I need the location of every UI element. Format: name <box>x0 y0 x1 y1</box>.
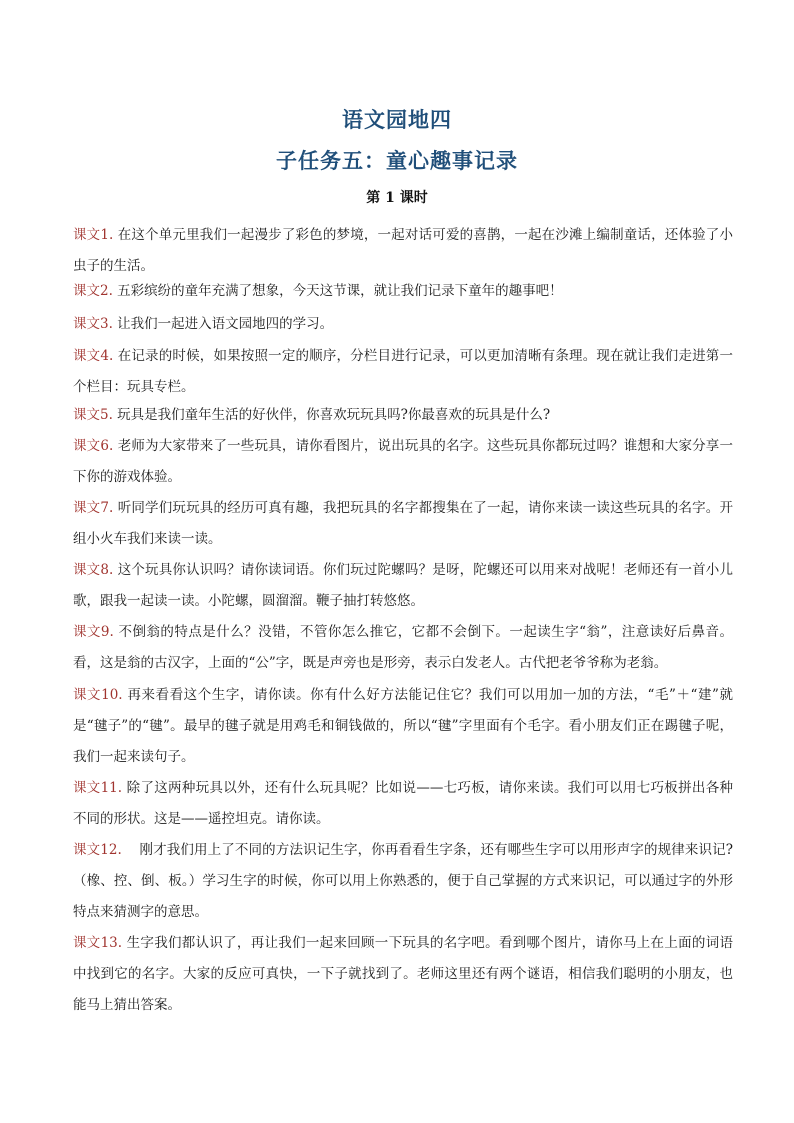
paragraph-text: 在这个单元里我们一起漫步了彩色的梦境，一起对话可爱的喜鹊，一起在沙滩上编制童话，还体验了小虫子的生活。 <box>73 227 733 274</box>
paragraph-1 <box>73 220 733 282</box>
paragraph-label: 课文2. <box>73 283 113 299</box>
paragraph-8 <box>73 555 733 617</box>
paragraph-label: 课文7. <box>73 500 114 516</box>
paragraph-7 <box>73 493 733 555</box>
paragraph-2 <box>73 276 733 307</box>
paragraph-11 <box>73 773 733 835</box>
paragraph-text: 刚才我们用上了不同的方法识记生字，你再看看生字条，还有哪些生字可以用形声字的规律来识记?（橡、控、倒、板。）学习生字的时候，你可以用上你熟悉的，便于自己掌握的方式来识记，可以通过字的外形特点来猜测字的意思。 <box>73 842 733 920</box>
paragraph-label: 课文10. <box>73 687 123 703</box>
paragraph-6 <box>73 431 733 493</box>
paragraph-label: 课文8. <box>73 562 114 578</box>
paragraph-text: 五彩缤纷的童年充满了想象，今天这节课，就让我们记录下童年的趣事吧！ <box>112 283 563 299</box>
paragraph-text: 不倒翁的特点是什么？没错，不管你怎么推它，它都不会倒下。一起读生字“翁”，注意读好后鼻音。看，这是翁的古汉字，上面的“公”字，既是声旁也是形旁，表示白发老人。古代把老爷爷称为老翁。 <box>73 624 733 671</box>
paragraph-label: 课文11. <box>73 780 123 796</box>
paragraph-5 <box>73 400 733 431</box>
paragraph-10 <box>73 680 733 773</box>
paragraph-label: 课文3. <box>73 316 113 332</box>
paragraph-label: 课文1. <box>73 227 114 243</box>
paragraph-3 <box>73 309 733 340</box>
paragraph-label: 课文6. <box>73 438 114 454</box>
paragraph-label: 课文5. <box>73 407 113 423</box>
page-subtitle: 子任务五：童心趣事记录 <box>276 148 518 173</box>
paragraph-9 <box>73 617 733 679</box>
page-title: 语文园地四 <box>342 107 452 132</box>
paragraph-13 <box>73 928 733 1021</box>
paragraph-label: 课文4. <box>73 348 114 364</box>
paragraph-text: 除了这两种玩具以外，还有什么玩具呢？比如说——七巧板，请你来读。我们可以用七巧板拼出各种不同的形状。这是——遥控坦克。请你读。 <box>73 780 733 827</box>
paragraph-12 <box>73 835 733 928</box>
paragraph-text: 在记录的时候，如果按照一定的顺序，分栏目进行记录，可以更加清晰有条理。现在就让我们走进第一个栏目：玩具专栏。 <box>73 348 733 395</box>
paragraph-text: 再来看看这个生字，请你读。你有什么好方法能记住它？我们可以用加一加的方法，“毛”＋“建”就是“毽子”的“毽”。最早的毽子就是用鸡毛和铜钱做的，所以“毽”字里面有个毛字。看小朋友们正在踢毽子呢，我们一起来读句子。 <box>73 687 733 765</box>
paragraph-text: 玩具是我们童年生活的好伙伴，你喜欢玩玩具吗?你最喜欢的玩具是什么? <box>112 407 551 423</box>
paragraph-text: 听同学们玩玩具的经历可真有趣，我把玩具的名字都搜集在了一起，请你来读一读这些玩具的名字。开组小火车我们来读一读。 <box>73 500 733 547</box>
paragraph-label: 课文12. <box>73 842 122 858</box>
paragraph-text: 老师为大家带来了一些玩具，请你看图片，说出玩具的名字。这些玩具你都玩过吗？谁想和大家分享一下你的游戏体验。 <box>73 438 733 485</box>
paragraph-label: 课文13. <box>73 935 123 951</box>
paragraph-4 <box>73 341 733 403</box>
paragraph-label: 课文9. <box>73 624 114 640</box>
paragraph-text: 这个玩具你认识吗？请你读词语。你们玩过陀螺吗？是呀，陀螺还可以用来对战呢！老师还有一首小儿歌，跟我一起读一读。小陀螺，圆溜溜。鞭子抽打转悠悠。 <box>73 562 733 609</box>
lesson-heading: 第 1 课时 <box>366 190 428 206</box>
paragraph-text: 让我们一起进入语文园地四的学习。 <box>112 316 334 332</box>
paragraph-text: 生字我们都认识了，再让我们一起来回顾一下玩具的名字吧。看到哪个图片，请你马上在上面的词语中找到它的名字。大家的反应可真快，一下子就找到了。老师这里还有两个谜语，相信我们聪明的小朋友，也能马上猜出答案。 <box>73 935 733 1013</box>
